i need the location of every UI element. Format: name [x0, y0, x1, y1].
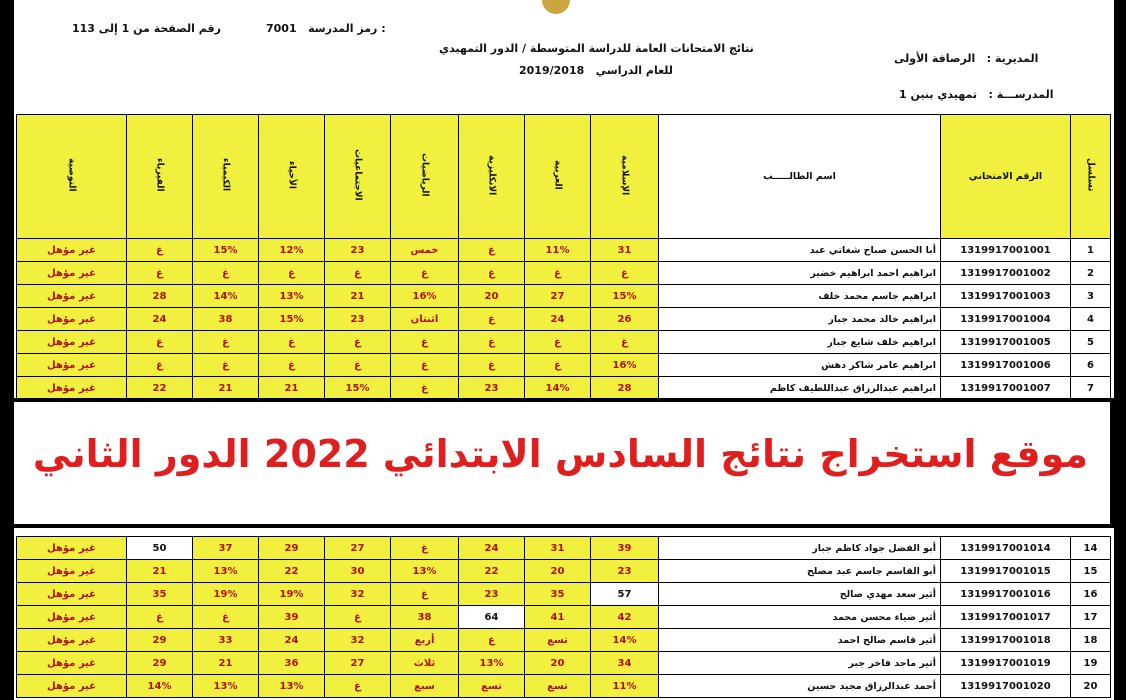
- cell-social: 27: [325, 537, 391, 560]
- cell-islamic: 16%: [591, 354, 659, 377]
- directorate: [894, 52, 1038, 65]
- cell-physics: غ: [127, 606, 193, 629]
- table-row: [17, 285, 1111, 308]
- cell-name: أبو القاسم جاسم عبد مصلح: [659, 560, 941, 583]
- cell-physics: غ: [127, 331, 193, 354]
- header-student-name: اسم الطالـــــب: [659, 115, 941, 239]
- cell-english: غ: [459, 354, 525, 377]
- cell-biology: غ: [259, 262, 325, 285]
- header-english: الانكليزية: [459, 115, 525, 239]
- header-arabic: العربية: [525, 115, 591, 239]
- cell-islamic: 23: [591, 560, 659, 583]
- cell-english: 13%: [459, 652, 525, 675]
- cell-english: غ: [459, 308, 525, 331]
- cell-english: 24: [459, 537, 525, 560]
- header-physics: الفيزياء: [127, 115, 193, 239]
- cell-chemistry: 13%: [193, 675, 259, 698]
- cell-math: خمس: [391, 239, 459, 262]
- table-row: [17, 606, 1111, 629]
- cell-chemistry: 38: [193, 308, 259, 331]
- cell-rec: غير مؤهل: [17, 239, 127, 262]
- cell-chemistry: 13%: [193, 560, 259, 583]
- cell-exam: 1319917001016: [941, 583, 1071, 606]
- school-code-label: رمز المدرسة :: [308, 22, 386, 35]
- cell-arabic: غ: [525, 331, 591, 354]
- cell-name: أحمد عبدالرزاق مجيد حسين: [659, 675, 941, 698]
- table-row: [17, 239, 1111, 262]
- cell-biology: 13%: [259, 675, 325, 698]
- table-body-bottom: [17, 537, 1111, 698]
- cell-biology: 39: [259, 606, 325, 629]
- cell-rec: غير مؤهل: [17, 675, 127, 698]
- cell-name: ابراهيم احمد ابراهيم خضير: [659, 262, 941, 285]
- results-table-top: [16, 114, 1111, 400]
- header-social: الاجتماعيات: [325, 115, 391, 239]
- cell-english: 20: [459, 285, 525, 308]
- cell-chemistry: 21: [193, 652, 259, 675]
- cell-islamic: غ: [591, 331, 659, 354]
- cell-seq: 3: [1071, 285, 1111, 308]
- cell-islamic: 15%: [591, 285, 659, 308]
- table-row: [17, 583, 1111, 606]
- header-chemistry: الكيمياء: [193, 115, 259, 239]
- cell-exam: 1319917001017: [941, 606, 1071, 629]
- cell-social: 15%: [325, 377, 391, 400]
- cell-arabic: 24: [525, 308, 591, 331]
- school-code: [266, 22, 386, 35]
- cell-islamic: 34: [591, 652, 659, 675]
- cell-biology: 22: [259, 560, 325, 583]
- cell-social: غ: [325, 354, 391, 377]
- cell-exam: 1319917001002: [941, 262, 1071, 285]
- cell-math: غ: [391, 331, 459, 354]
- cell-social: 32: [325, 629, 391, 652]
- results-table-bottom: [16, 536, 1111, 698]
- cell-social: غ: [325, 262, 391, 285]
- cell-chemistry: غ: [193, 262, 259, 285]
- cell-social: غ: [325, 331, 391, 354]
- cell-name: أثير قاسم صالح احمد: [659, 629, 941, 652]
- cell-english: 23: [459, 583, 525, 606]
- promo-banner: [10, 398, 1114, 528]
- cell-arabic: 41: [525, 606, 591, 629]
- directorate-label: المديرية :: [986, 52, 1039, 65]
- cell-arabic: 27: [525, 285, 591, 308]
- cell-islamic: غ: [591, 262, 659, 285]
- cell-seq: 5: [1071, 331, 1111, 354]
- cell-physics: 24: [127, 308, 193, 331]
- table-row: [17, 537, 1111, 560]
- cell-chemistry: 33: [193, 629, 259, 652]
- cell-name: ابراهيم جاسم محمد خلف: [659, 285, 941, 308]
- cell-arabic: غ: [525, 262, 591, 285]
- cell-seq: 6: [1071, 354, 1111, 377]
- cell-physics: 21: [127, 560, 193, 583]
- cell-math: أربع: [391, 629, 459, 652]
- table-row: [17, 354, 1111, 377]
- cell-name: أثير سعد مهدي صالح: [659, 583, 941, 606]
- banner-title: موقع استخراج نتائج السادس الابتدائي 2022 الدور الثاني: [32, 432, 1088, 476]
- cell-math: اثنتان: [391, 308, 459, 331]
- cell-biology: 36: [259, 652, 325, 675]
- cell-rec: غير مؤهل: [17, 285, 127, 308]
- cell-physics: 14%: [127, 675, 193, 698]
- cell-physics: غ: [127, 262, 193, 285]
- cell-chemistry: 19%: [193, 583, 259, 606]
- cell-social: 27: [325, 652, 391, 675]
- cell-seq: 14: [1071, 537, 1111, 560]
- cell-seq: 16: [1071, 583, 1111, 606]
- cell-social: 21: [325, 285, 391, 308]
- cell-rec: غير مؤهل: [17, 377, 127, 400]
- cell-chemistry: غ: [193, 354, 259, 377]
- table-row: [17, 652, 1111, 675]
- cell-name: أبا الحسن صباح شغاتي عبد: [659, 239, 941, 262]
- table-row: [17, 377, 1111, 400]
- cell-chemistry: 21: [193, 377, 259, 400]
- cell-exam: 1319917001005: [941, 331, 1071, 354]
- cell-social: 32: [325, 583, 391, 606]
- cell-chemistry: 15%: [193, 239, 259, 262]
- cell-seq: 17: [1071, 606, 1111, 629]
- cell-physics: غ: [127, 354, 193, 377]
- cell-arabic: 14%: [525, 377, 591, 400]
- cell-math: 13%: [391, 560, 459, 583]
- cell-name: ابراهيم عامر شاكر دهش: [659, 354, 941, 377]
- cell-name: أثير ضياء محسن محمد: [659, 606, 941, 629]
- cell-exam: 1319917001001: [941, 239, 1071, 262]
- cell-islamic: 26: [591, 308, 659, 331]
- cell-physics: 22: [127, 377, 193, 400]
- academic-year: [519, 64, 673, 77]
- cell-biology: 21: [259, 377, 325, 400]
- cell-biology: 12%: [259, 239, 325, 262]
- cell-english: تسع: [459, 675, 525, 698]
- cell-rec: غير مؤهل: [17, 583, 127, 606]
- cell-exam: 1319917001014: [941, 537, 1071, 560]
- cell-rec: غير مؤهل: [17, 354, 127, 377]
- cell-exam: 1319917001019: [941, 652, 1071, 675]
- cell-social: 23: [325, 308, 391, 331]
- cell-physics: غ: [127, 239, 193, 262]
- cell-social: غ: [325, 606, 391, 629]
- table-row: [17, 262, 1111, 285]
- cell-seq: 1: [1071, 239, 1111, 262]
- cell-chemistry: 37: [193, 537, 259, 560]
- cell-islamic: 14%: [591, 629, 659, 652]
- cell-english: غ: [459, 262, 525, 285]
- cell-rec: غير مؤهل: [17, 308, 127, 331]
- cell-physics: 35: [127, 583, 193, 606]
- academic-year-label: للعام الدراسي: [595, 64, 673, 77]
- cell-exam: 1319917001007: [941, 377, 1071, 400]
- cell-exam: 1319917001015: [941, 560, 1071, 583]
- cell-math: غ: [391, 262, 459, 285]
- cell-chemistry: غ: [193, 606, 259, 629]
- cell-chemistry: 14%: [193, 285, 259, 308]
- cell-arabic: غ: [525, 354, 591, 377]
- table-row: [17, 675, 1111, 698]
- cell-seq: 7: [1071, 377, 1111, 400]
- cell-exam: 1319917001020: [941, 675, 1071, 698]
- cell-biology: غ: [259, 331, 325, 354]
- cell-rec: غير مؤهل: [17, 262, 127, 285]
- cell-math: 38: [391, 606, 459, 629]
- cell-rec: غير مؤهل: [17, 537, 127, 560]
- school-name-label: المدرســـة :: [988, 88, 1054, 101]
- cell-rec: غير مؤهل: [17, 331, 127, 354]
- table-header-row: [17, 115, 1111, 239]
- cell-arabic: 35: [525, 583, 591, 606]
- header-islamic: الإسلامية: [591, 115, 659, 239]
- cell-seq: 2: [1071, 262, 1111, 285]
- cell-english: غ: [459, 629, 525, 652]
- cell-physics: 29: [127, 652, 193, 675]
- cell-name: ابراهيم خلف شايع جبار: [659, 331, 941, 354]
- cell-math: غ: [391, 354, 459, 377]
- cell-english: غ: [459, 239, 525, 262]
- cell-biology: 29: [259, 537, 325, 560]
- cell-seq: 19: [1071, 652, 1111, 675]
- cell-exam: 1319917001006: [941, 354, 1071, 377]
- cell-seq: 15: [1071, 560, 1111, 583]
- cell-biology: 19%: [259, 583, 325, 606]
- cell-biology: 24: [259, 629, 325, 652]
- cell-rec: غير مؤهل: [17, 560, 127, 583]
- cell-arabic: 20: [525, 652, 591, 675]
- cell-math: غ: [391, 537, 459, 560]
- header-math: الرياضيات: [391, 115, 459, 239]
- cell-biology: 15%: [259, 308, 325, 331]
- cell-arabic: تسع: [525, 675, 591, 698]
- school-name: [899, 88, 1054, 101]
- cell-math: غ: [391, 583, 459, 606]
- header-seq: تسلسل: [1071, 115, 1111, 239]
- cell-english: غ: [459, 331, 525, 354]
- cell-islamic: 39: [591, 537, 659, 560]
- cell-english: 22: [459, 560, 525, 583]
- school-name-value: تمهيدي بنين 1: [899, 88, 978, 101]
- cell-islamic: 11%: [591, 675, 659, 698]
- cell-rec: غير مؤهل: [17, 652, 127, 675]
- cell-social: 23: [325, 239, 391, 262]
- cell-name: ابراهيم عبدالرزاق عبداللطيف كاظم: [659, 377, 941, 400]
- header-biology: الأحياء: [259, 115, 325, 239]
- cell-seq: 20: [1071, 675, 1111, 698]
- cell-arabic: تسع: [525, 629, 591, 652]
- cell-name: أثير ماجد فاخر جبر: [659, 652, 941, 675]
- cell-islamic: 31: [591, 239, 659, 262]
- cell-chemistry: غ: [193, 331, 259, 354]
- ministry-logo-icon: [542, 0, 570, 14]
- cell-physics: 29: [127, 629, 193, 652]
- header-exam-no: الرقم الامتحاني: [941, 115, 1071, 239]
- report-title: نتائج الامتحانات العامة للدراسة المتوسطة / الدور التمهيدي: [439, 42, 754, 55]
- cell-seq: 4: [1071, 308, 1111, 331]
- table-body-top: [17, 239, 1111, 400]
- cell-exam: 1319917001003: [941, 285, 1071, 308]
- cell-rec: غير مؤهل: [17, 629, 127, 652]
- cell-social: 30: [325, 560, 391, 583]
- cell-english: 64: [459, 606, 525, 629]
- cell-math: سبع: [391, 675, 459, 698]
- table-row: [17, 331, 1111, 354]
- cell-arabic: 20: [525, 560, 591, 583]
- table-row: [17, 308, 1111, 331]
- cell-islamic: 42: [591, 606, 659, 629]
- cell-arabic: 11%: [525, 239, 591, 262]
- cell-math: غ: [391, 377, 459, 400]
- cell-name: ابراهيم خالد محمد جبار: [659, 308, 941, 331]
- cell-social: غ: [325, 675, 391, 698]
- table-row: [17, 560, 1111, 583]
- cell-math: 16%: [391, 285, 459, 308]
- cell-seq: 18: [1071, 629, 1111, 652]
- cell-name: أبو الفضل جواد كاظم جبار: [659, 537, 941, 560]
- cell-biology: غ: [259, 354, 325, 377]
- school-code-value: 7001: [266, 22, 297, 35]
- cell-islamic: 57: [591, 583, 659, 606]
- cell-rec: غير مؤهل: [17, 606, 127, 629]
- cell-english: 23: [459, 377, 525, 400]
- header-recommendation: التوصية: [17, 115, 127, 239]
- cell-islamic: 28: [591, 377, 659, 400]
- cell-physics: 50: [127, 537, 193, 560]
- cell-exam: 1319917001018: [941, 629, 1071, 652]
- cell-arabic: 31: [525, 537, 591, 560]
- table-row: [17, 629, 1111, 652]
- cell-exam: 1319917001004: [941, 308, 1071, 331]
- directorate-value: الرصافة الأولى: [894, 52, 976, 65]
- academic-year-value: 2019/2018: [519, 64, 585, 77]
- cell-math: ثلاث: [391, 652, 459, 675]
- results-sheet: [14, 0, 1114, 700]
- cell-biology: 13%: [259, 285, 325, 308]
- page-number: رقم الصفحة من 1 إلى 113: [72, 22, 221, 35]
- cell-physics: 28: [127, 285, 193, 308]
